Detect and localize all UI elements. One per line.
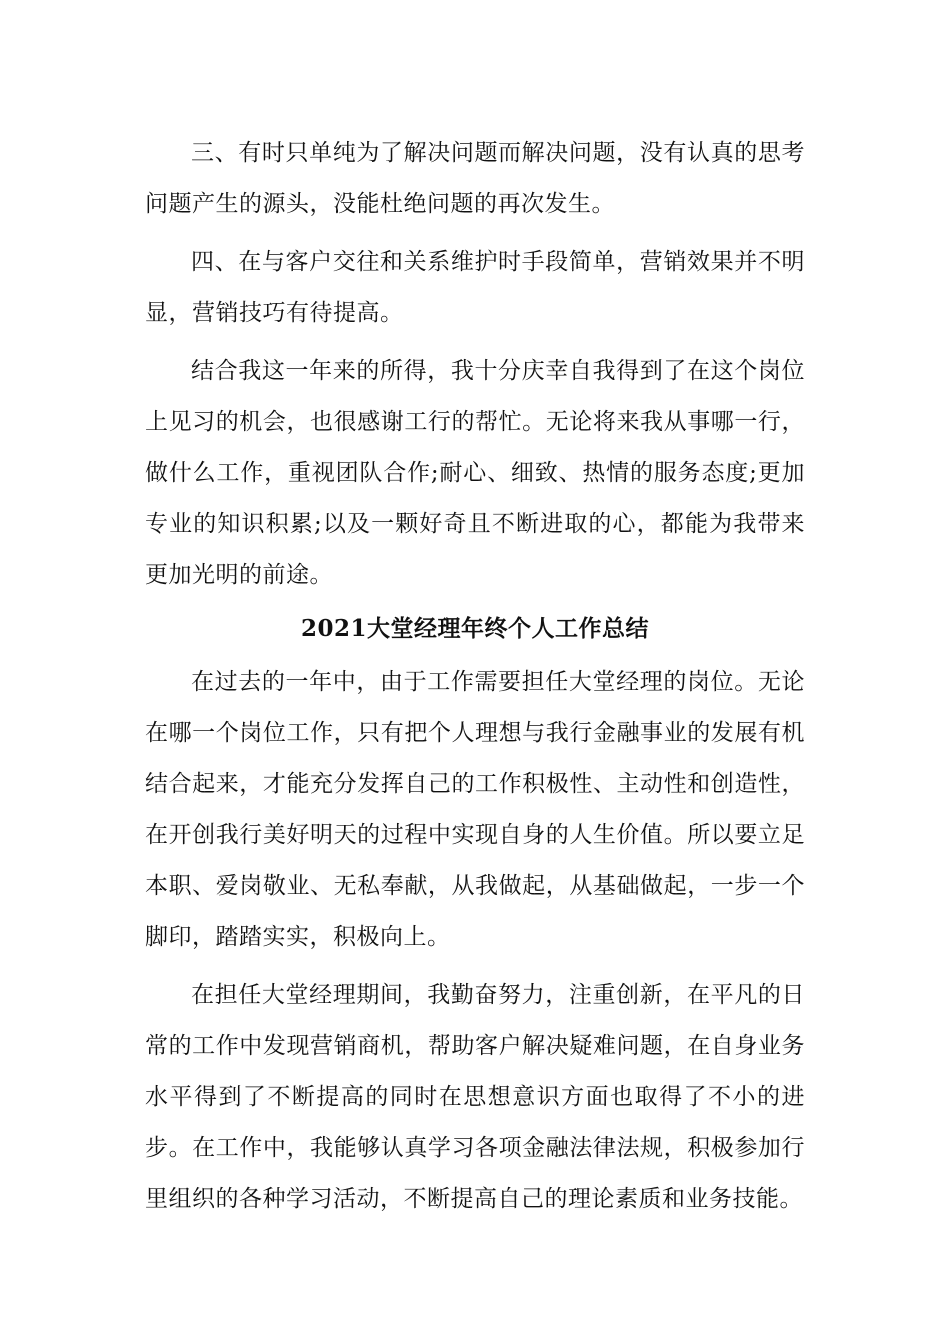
- paragraph-intro: 在过去的一年中，由于工作需要担任大堂经理的岗位。无论在哪一个岗位工作，只有把个人理想与我行金融事业的发展有机结合起来，才能充分发挥自己的工作积极性、主动性和创造性，在开创我行美好明天的过程中实现自身的人生价值。所以要立足本职、爱岗敬业、无私奉献，从我做起，从基础做起，一步一个脚印，踏踏实实，积极向上。: [145, 669, 805, 950]
- paragraph-gap: [145, 339, 805, 346]
- paragraph-gap: [145, 963, 805, 970]
- paragraph-duties: 在担任大堂经理期间，我勤奋努力，注重创新，在平凡的日常的工作中发现营销商机，帮助客户解决疑难问题，在自身业务水平得到了不断提高的同时在思想意识方面也取得了不小的进步。在工作中，我能够认真学习各项金融法律法规，积极参加行里组织的各种学习活动，不断提高自己的理论素质和业务技能。: [145, 982, 805, 1212]
- paragraph-item-four: 四、在与客户交往和关系维护时手段简单，营销效果并不明显，营销技巧有待提高。: [145, 249, 805, 326]
- section-heading: 2021大堂经理年终个人工作总结: [300, 615, 649, 642]
- paragraph-item-three: 三、有时只单纯为了解决问题而解决问题，没有认真的思考问题产生的源头，没能杜绝问题的再次发生。: [145, 140, 805, 217]
- paragraph-gap: [145, 230, 805, 237]
- paragraph-conclusion: 结合我这一年来的所得，我十分庆幸自我得到了在这个岗位上见习的机会，也很感谢工行的帮忙。无论将来我从事哪一行，做什么工作，重视团队合作;耐心、细致、热情的服务态度;更加专业的知识积累;以及一颗好奇且不断进取的心，都能为我带来更加光明的前途。: [145, 358, 805, 588]
- document-body: [145, 128, 805, 1225]
